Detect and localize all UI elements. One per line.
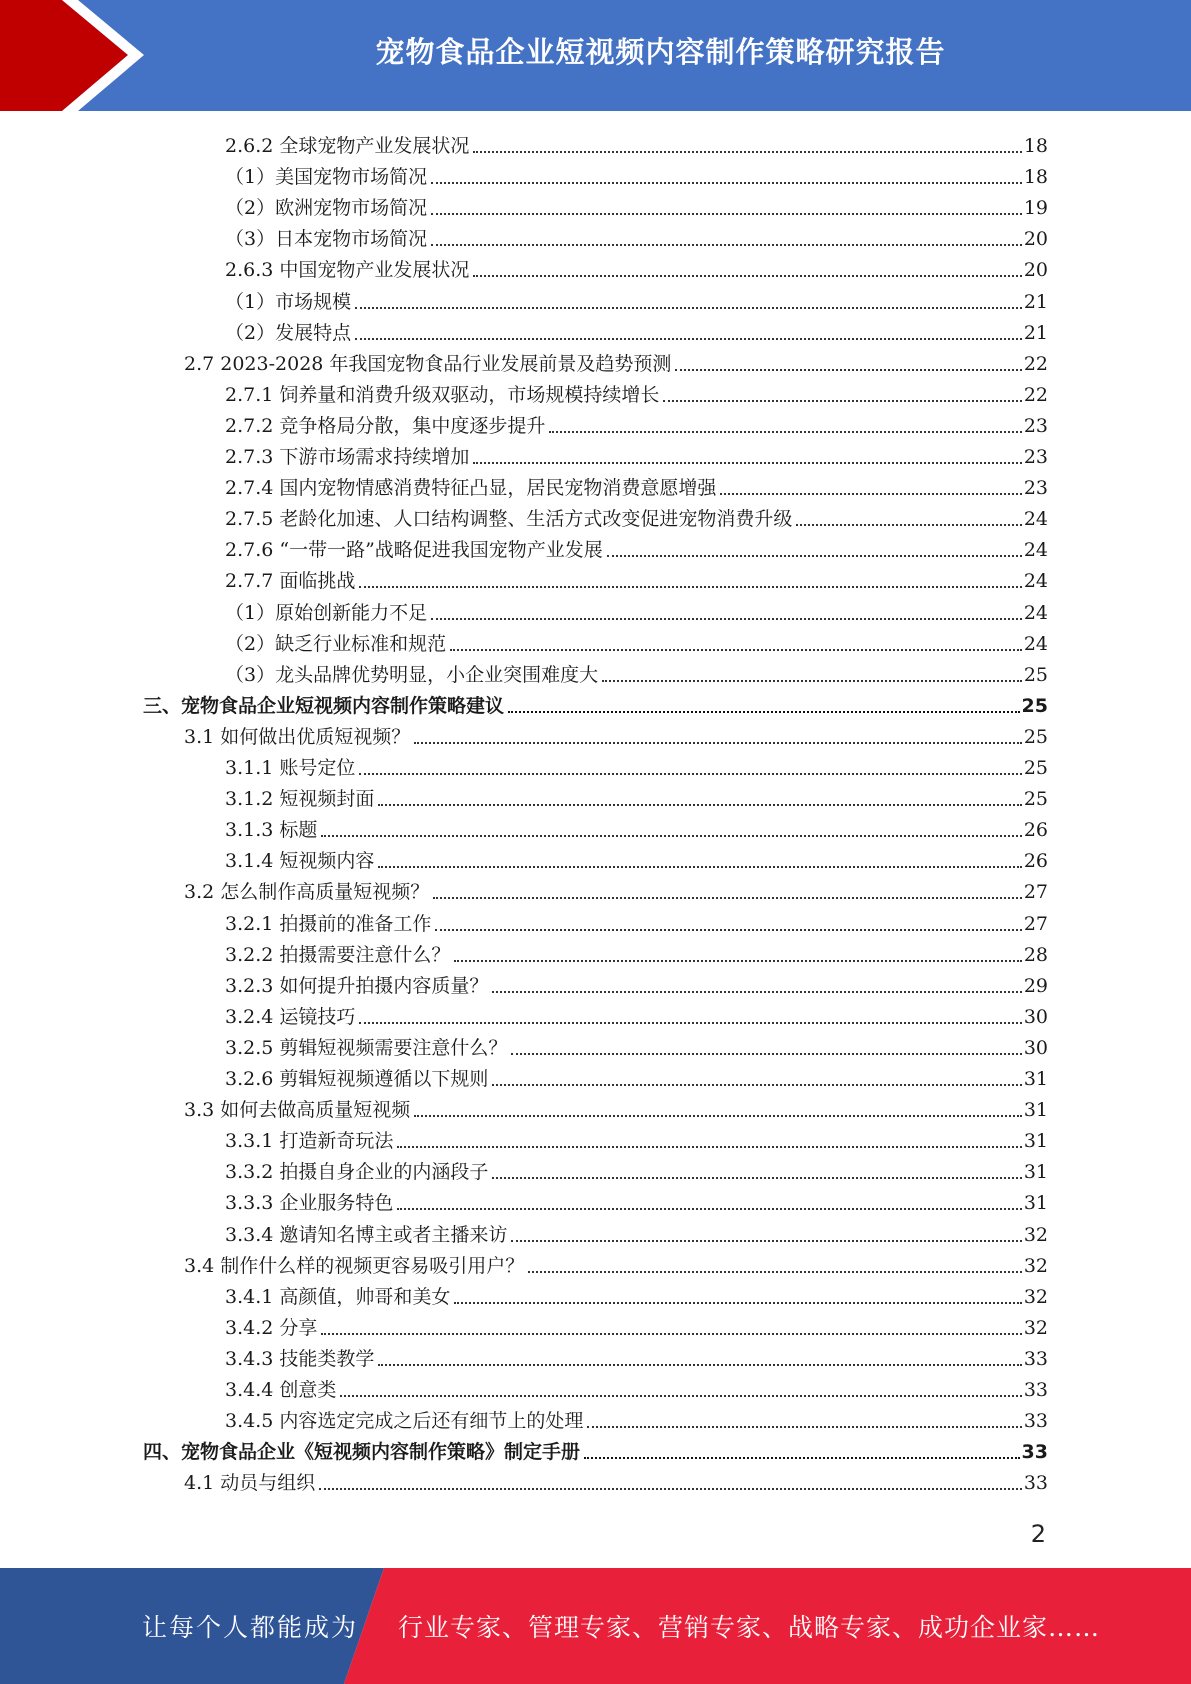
toc-dot-leader [359,1022,1021,1024]
toc-entry-page: 27 [1023,912,1048,935]
toc-dot-leader [473,275,1021,277]
toc-entry-label: 三、宠物食品企业短视频内容制作策略建议 [143,694,505,717]
toc-entry-label: （1）市场规模 [225,290,352,313]
toc-entry-page: 25 [1023,788,1048,811]
toc-dot-leader [397,1146,1021,1148]
toc-entry-label: （2）欧洲宠物市场简况 [225,197,428,220]
toc-entry-page: 24 [1023,570,1048,593]
toc-entry-page: 24 [1023,632,1048,655]
toc-entry-page: 32 [1023,1254,1048,1277]
toc-dot-leader [511,1053,1021,1055]
toc-dot-leader [450,649,1022,651]
toc-dot-leader [675,369,1021,371]
toc-entry-page: 33 [1023,1347,1048,1370]
toc-entry[interactable] [225,812,1048,843]
toc-entry-label: （2）缺乏行业标准和规范 [225,632,447,655]
toc-entry[interactable] [143,1434,1048,1465]
toc-dot-leader [431,182,1022,184]
toc-entry-label: 3.1.2 短视频封面 [225,788,375,811]
toc-entry-label: 3.1.1 账号定位 [225,757,356,779]
toc-dot-leader [378,804,1021,806]
toc-dot-leader [473,462,1021,464]
toc-dot-leader [528,1271,1022,1273]
toc-entry-label: 3.1 如何做出优质短视频？ [184,725,411,748]
toc-entry[interactable] [225,128,1048,159]
toc-entry[interactable] [225,190,1048,221]
toc-entry[interactable] [225,532,1048,563]
toc-entry[interactable] [225,159,1048,190]
toc-entry-label: 四、宠物食品企业《短视频内容制作策略》制定手册 [143,1441,581,1464]
toc-entry-label: （3）龙头品牌优势明显，小企业突围难度大 [225,663,599,686]
toc-entry[interactable] [225,657,1048,688]
toc-dot-leader [340,1395,1021,1397]
toc-entry-label: 3.2.4 运镜技巧 [225,1005,356,1028]
toc-dot-leader [414,742,1022,744]
toc-entry-page: 23 [1023,414,1048,437]
toc-entry-page: 24 [1023,601,1048,624]
toc-entry-label: 3.2.5 剪辑短视频需要注意什么？ [225,1036,508,1059]
toc-dot-leader [492,1177,1021,1179]
toc-entry-page: 20 [1023,259,1048,282]
toc-entry-page: 32 [1023,1223,1048,1246]
toc-entry-label: 3.4 制作什么样的视频更容易吸引用户？ [184,1254,525,1277]
toc-dot-leader [433,897,1022,899]
toc-entry[interactable] [225,408,1048,439]
toc-entry-label: 3.4.5 内容选定完成之后还有细节上的处理 [225,1410,584,1433]
toc-entry-page: 31 [1023,1161,1048,1184]
toc-entry-page: 18 [1023,135,1048,157]
toc-entry-label: 3.4.2 分享 [225,1316,318,1339]
toc-dot-leader [511,1240,1021,1242]
toc-entry-page: 25 [1023,757,1048,779]
toc-entry-page: 25 [1023,663,1048,686]
toc-entry-page: 32 [1023,1285,1048,1308]
toc-dot-leader [321,1333,1021,1335]
page-footer [0,1568,1191,1684]
toc-entry-label: 3.2.2 拍摄需要注意什么？ [225,943,451,966]
toc-entry[interactable] [225,252,1048,283]
toc-entry-page: 19 [1023,197,1048,220]
toc-entry-label: 3.3.3 企业服务特色 [225,1192,394,1215]
toc-entry-page: 20 [1023,228,1048,251]
toc-dot-leader [431,618,1022,620]
toc-entry-label: 2.7.5 老龄化加速、人口结构调整、生活方式改变促进宠物消费升级 [225,508,793,531]
toc-dot-leader [359,586,1021,588]
toc-entry[interactable] [225,501,1048,532]
toc-entry-label: 2.7.2 竞争格局分散，集中度逐步提升 [225,414,546,437]
toc-dot-leader [720,493,1021,495]
toc-entry-label: 2.6.2 全球宠物产业发展状况 [225,135,470,157]
toc-entry-label: 2.6.3 中国宠物产业发展状况 [225,259,470,282]
toc-entry-page: 26 [1023,850,1048,873]
toc-entry[interactable] [225,1310,1048,1341]
toc-entry-label: 3.1.3 标题 [225,819,318,842]
toc-entry[interactable] [225,439,1048,470]
toc-entry-label: 3.3 如何去做高质量短视频 [184,1099,411,1122]
toc-dot-leader [431,213,1022,215]
toc-entry[interactable] [225,470,1048,501]
toc-entry-label: 3.4.4 创意类 [225,1379,337,1401]
toc-entry-label: （1）原始创新能力不足 [225,601,428,624]
page-header [0,0,1191,111]
toc-entry-label: （1）美国宠物市场简况 [225,166,428,189]
toc-entry[interactable] [225,1030,1048,1061]
toc-entry-label: 3.4.1 高颜值，帅哥和美女 [225,1285,451,1308]
footer-slogan-right: 行业专家、管理专家、营销专家、战略专家、成功企业家…… [398,1613,1101,1642]
toc-entry[interactable] [225,937,1048,968]
toc-dot-leader [359,773,1021,775]
toc-dot-leader [492,1084,1021,1086]
toc-entry-page: 33 [1021,1441,1048,1464]
toc-entry[interactable] [184,1092,1048,1123]
toc-dot-leader [431,244,1022,246]
toc-entry[interactable] [225,315,1048,346]
toc-entry-page: 25 [1021,694,1048,717]
toc-entry-page: 21 [1023,290,1048,313]
toc-dot-leader [549,431,1021,433]
toc-dot-leader [414,1115,1022,1117]
toc-entry-label: 3.2.6 剪辑短视频遵循以下规则 [225,1068,489,1090]
toc-entry[interactable] [225,1217,1048,1248]
toc-entry[interactable] [225,1372,1048,1403]
toc-entry-label: 2.7.6 “一带一路”战略促进我国宠物产业发展 [225,539,603,562]
toc-entry[interactable] [225,1279,1048,1310]
toc-entry-label: 2.7 2023-2028 年我国宠物食品行业发展前景及趋势预测 [184,352,672,375]
toc-entry-page: 33 [1023,1472,1048,1495]
toc-entry[interactable] [184,1465,1048,1496]
toc-entry-label: 3.3.1 打造新奇玩法 [225,1130,394,1153]
toc-entry[interactable] [225,377,1048,408]
toc-entry-page: 24 [1023,539,1048,562]
toc-entry[interactable] [225,843,1048,874]
toc-dot-leader [378,866,1021,868]
toc-entry-label: 2.7.4 国内宠物情感消费特征凸显，居民宠物消费意愿增强 [225,477,717,500]
toc-entry[interactable] [184,874,1048,905]
toc-entry[interactable] [225,563,1048,594]
toc-entry-label: 3.2.3 如何提升拍摄内容质量？ [225,974,489,997]
toc-entry-page: 25 [1023,725,1048,748]
report-title: 宠物食品企业短视频内容制作策略研究报告 [375,34,946,69]
toc-entry[interactable] [225,1061,1048,1092]
toc-entry[interactable] [225,999,1048,1030]
toc-dot-leader [435,929,1021,931]
toc-entry-label: 3.4.3 技能类教学 [225,1347,375,1370]
toc-entry-label: （3）日本宠物市场简况 [225,228,428,251]
toc-entry-page: 27 [1023,881,1048,904]
toc-dot-leader [397,1208,1021,1210]
toc-entry[interactable] [225,221,1048,252]
toc-entry-label: 2.7.7 面临挑战 [225,570,356,593]
toc-entry-label: 3.3.4 邀请知名博主或者主播来访 [225,1223,508,1246]
toc-entry-page: 23 [1023,477,1048,500]
toc-dot-leader [607,555,1022,557]
toc-entry[interactable] [184,719,1048,750]
toc-dot-leader [663,400,1021,402]
toc-dot-leader [492,991,1021,993]
toc-entry-label: 3.2.1 拍摄前的准备工作 [225,912,432,935]
toc-entry[interactable] [225,626,1048,657]
toc-entry-page: 33 [1023,1410,1048,1433]
toc-entry-label: 3.3.2 拍摄自身企业的内涵段子 [225,1161,489,1184]
toc-entry-label: （2）发展特点 [225,321,352,344]
toc-entry[interactable] [225,1403,1048,1434]
toc-dot-leader [796,524,1021,526]
toc-entry-page: 26 [1023,819,1048,842]
toc-dot-leader [473,151,1021,153]
toc-entry-label: 2.7.1 饲养量和消费升级双驱动，市场规模持续增长 [225,383,660,406]
toc-dot-leader [355,307,1022,309]
toc-entry-page: 28 [1023,943,1048,966]
toc-entry-page: 18 [1023,166,1048,189]
toc-entry-page: 21 [1023,321,1048,344]
toc-entry-page: 31 [1023,1099,1048,1122]
toc-entry-label: 3.1.4 短视频内容 [225,850,375,873]
toc-dot-leader [319,1488,1022,1490]
toc-entry-label: 3.2 怎么制作高质量短视频？ [184,881,430,904]
toc-entry-page: 32 [1023,1316,1048,1339]
toc-entry[interactable] [225,781,1048,812]
toc-entry-page: 31 [1023,1192,1048,1215]
toc-entry-page: 31 [1023,1130,1048,1153]
toc-entry-page: 29 [1023,974,1048,997]
toc-dot-leader [454,1302,1021,1304]
toc-dot-leader [378,1364,1021,1366]
toc-entry-page: 24 [1023,508,1048,531]
toc-entry[interactable] [225,1154,1048,1185]
toc-entry[interactable] [225,1123,1048,1154]
toc-entry[interactable] [225,1185,1048,1216]
toc-entry-page: 30 [1023,1036,1048,1059]
toc-entry-page: 33 [1023,1379,1048,1401]
toc-entry[interactable] [184,1248,1048,1279]
toc-entry[interactable] [225,595,1048,626]
toc-dot-leader [355,338,1022,340]
toc-dot-leader [508,711,1020,713]
toc-dot-leader [321,835,1021,837]
toc-entry-page: 22 [1023,352,1048,375]
page-number: 2 [1030,1520,1046,1548]
toc-entry[interactable] [225,1341,1048,1372]
toc-dot-leader [587,1426,1021,1428]
toc-entry[interactable] [225,906,1048,937]
toc-entry-page: 22 [1023,383,1048,406]
toc-entry[interactable] [184,346,1048,377]
toc-entry-label: 4.1 动员与组织 [184,1472,316,1495]
toc-dot-leader [454,960,1021,962]
toc-entry-page: 23 [1023,446,1048,468]
toc-entry[interactable] [225,968,1048,999]
toc-dot-leader [602,680,1022,682]
toc-entry[interactable] [225,284,1048,315]
toc-entry-page: 30 [1023,1005,1048,1028]
toc-entry[interactable] [225,750,1048,781]
toc-dot-leader [584,1457,1020,1459]
footer-slogan-left: 让每个人都能成为 [142,1613,359,1642]
toc-entry-page: 31 [1023,1068,1048,1090]
toc-entry-label: 2.7.3 下游市场需求持续增加 [225,446,470,468]
toc-entry[interactable] [143,688,1048,719]
